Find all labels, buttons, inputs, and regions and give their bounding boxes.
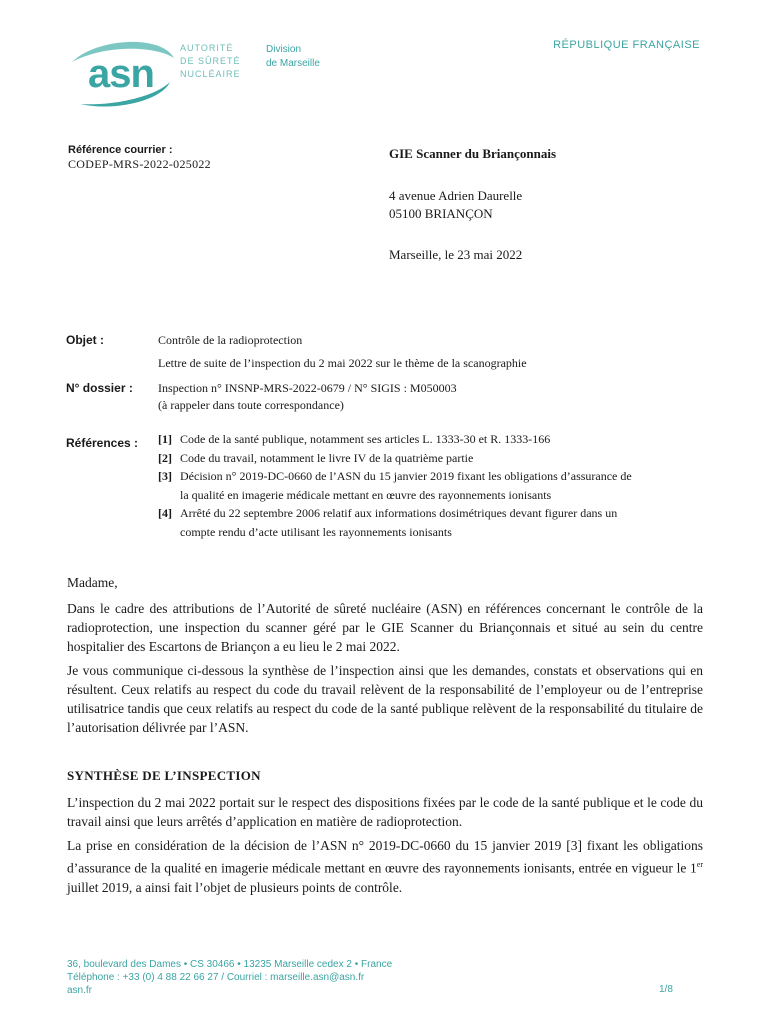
objet-line2: Lettre de suite de l’inspection du 2 mai 2022 sur le thème de la scanographie <box>158 356 527 370</box>
reference-text: Code du travail, notamment le livre IV de la quatrième partie <box>180 451 474 465</box>
reference-number: [3] <box>158 469 172 483</box>
asn-logo <box>66 36 176 108</box>
reference-value: CODEP-MRS-2022-025022 <box>68 157 211 171</box>
logo-text: asn <box>88 52 154 96</box>
paragraph-1: Dans le cadre des attributions de l’Autorité de sûreté nucléaire (ASN) en références concernant le contrôle de la radioprotection, une inspection du scanner géré par le GIE Scanner du Briançonnais et situé au sein du centre hospitalier des Escartons de Briançon a eu lieu le 2 mai 2022. <box>67 601 703 654</box>
reference-number: [4] <box>158 506 172 520</box>
reference-number: [1] <box>158 432 172 446</box>
paragraph-3: L’inspection du 2 mai 2022 portait sur le respect des dispositions fixées par le code de la santé publique et le code du travail ainsi que leurs arrêtés d’application en matière de radioprotection. <box>67 795 703 829</box>
reference-text: Décision n° 2019-DC-0660 de l’ASN du 15 janvier 2019 fixant les obligations d’assurance de <box>180 469 632 483</box>
objet-label: Objet : <box>66 333 104 347</box>
republic-label: RÉPUBLIQUE FRANÇAISE <box>553 39 700 51</box>
dossier-line2: (à rappeler dans toute correspondance) <box>158 398 344 412</box>
paragraph-2: Je vous communique ci-dessous la synthèse de l’inspection ainsi que les demandes, constats et observations qui en résultent. Ceux relatifs au respect du code du travail relèvent de la responsabilité de l’employeur ou de l’entreprise utilisatrice tandis que ceux relatifs au respect du code de la santé publique relèvent de la responsabilité du titulaire de l’autorisation délivrée par l’ASN. <box>67 663 703 735</box>
letter-date: Marseille, le 23 mai 2022 <box>389 247 523 262</box>
logo-subtitle: AUTORITÉ DE SÛRETÉ NUCLÉAIRE <box>180 43 241 79</box>
footer-website-link[interactable]: asn.fr <box>67 985 93 996</box>
objet-line1: Contrôle de la radioprotection <box>158 333 303 347</box>
recipient-name: GIE Scanner du Briançonnais <box>389 146 557 161</box>
recipient-address-line2: 05100 BRIANÇON <box>389 206 493 221</box>
reference-text: la qualité en imagerie médicale mettant en œuvre des rayonnements ionisants <box>180 488 552 502</box>
reference-label: Référence courrier : <box>68 144 173 156</box>
footer-address: 36, boulevard des Dames • CS 30466 • 13235 Marseille cedex 2 • France Téléphone : +33 (0) 4 88 22 66 27 / Courriel : marseille.asn@asn.fr asn.fr <box>67 959 393 996</box>
reference-text: Arrêté du 22 septembre 2006 relatif aux informations dosimétriques devant figurer dans un <box>180 506 618 520</box>
page-number: 1/8 <box>659 984 673 995</box>
recipient-address-line1: 4 avenue Adrien Daurelle <box>389 188 523 203</box>
salutation: Madame, <box>67 575 118 590</box>
reference-number: [2] <box>158 451 172 465</box>
division-label: Division de Marseille <box>266 44 320 69</box>
reference-text: Code de la santé publique, notamment ses articles L. 1333-30 et R. 1333-166 <box>180 432 551 446</box>
reference-text: compte rendu d’acte utilisant les rayonnements ionisants <box>180 525 452 539</box>
references-label: Références : <box>66 436 139 450</box>
dossier-line1: Inspection n° INSNP-MRS-2022-0679 / N° SIGIS : M050003 <box>158 381 457 395</box>
dossier-label: N° dossier : <box>66 381 133 395</box>
paragraph-4: La prise en considération de la décision de l’ASN n° 2019-DC-0660 du 15 janvier 2019 [3] fixant les obligations d’assurance de la qualité en imagerie médicale mettant en œuvre des rayonnements ionisants, entrée en vigueur le 1er juillet 2019, a ainsi fait l’objet de plusieurs points de contrôle. <box>67 838 703 895</box>
section-heading: SYNTHÈSE DE L’INSPECTION <box>67 768 261 783</box>
